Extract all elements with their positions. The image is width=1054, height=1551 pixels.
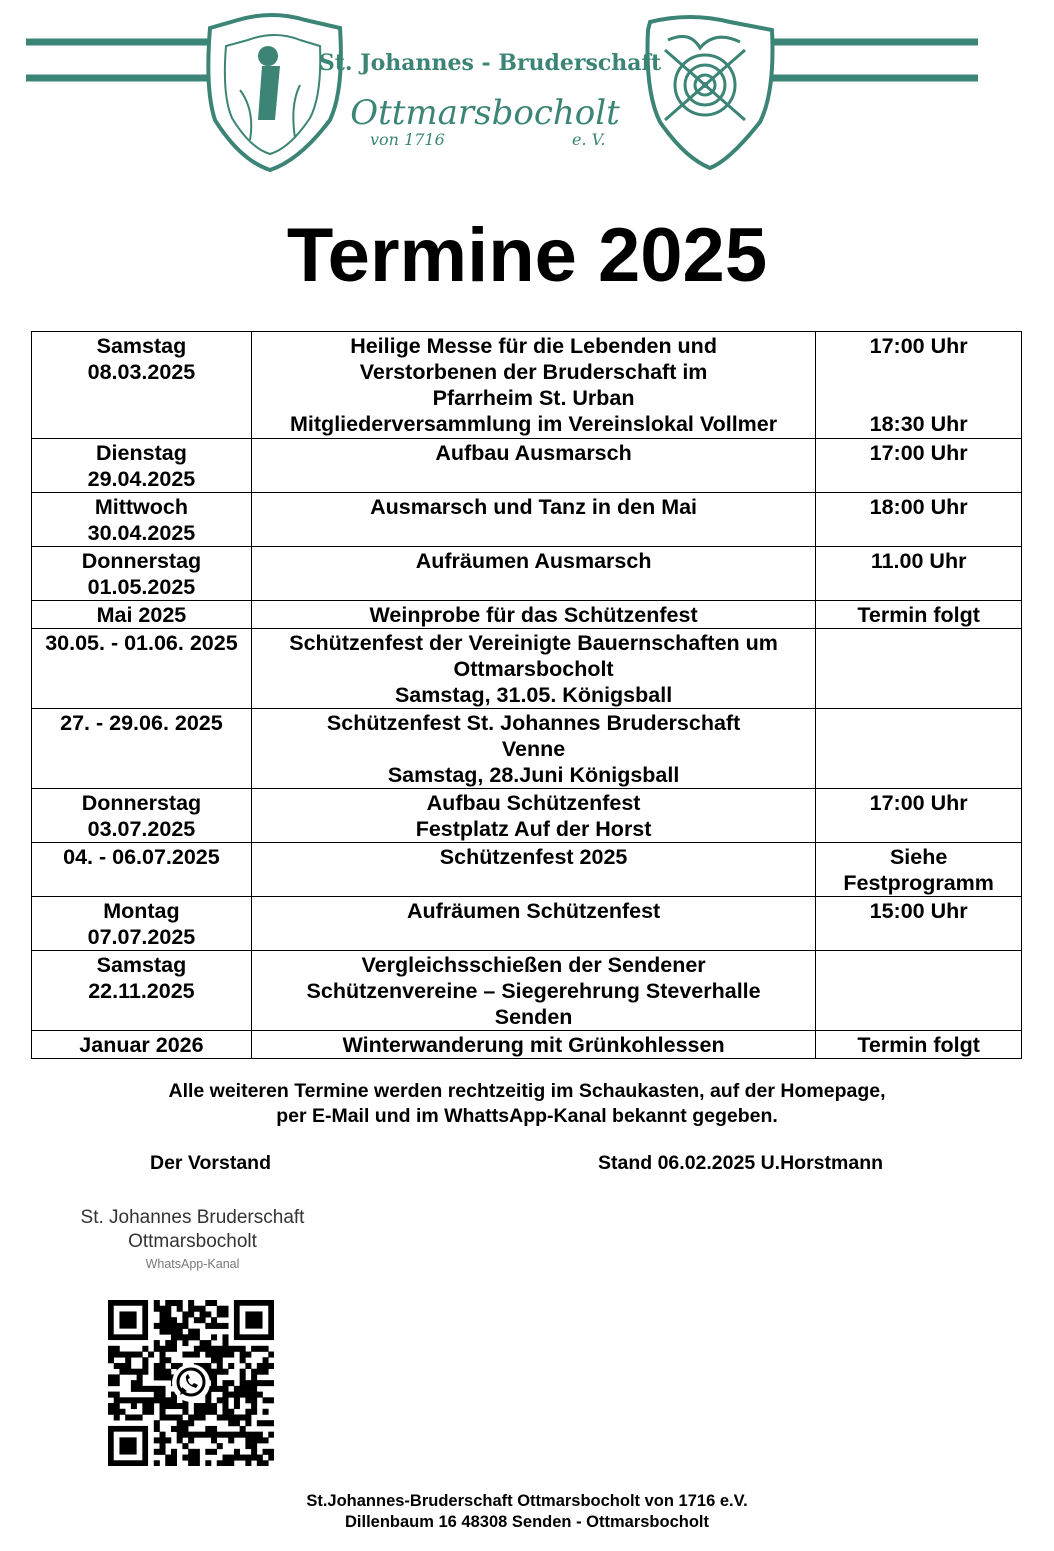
event-time (816, 951, 1022, 1031)
event-row (32, 629, 1022, 709)
event-event: Vergleichsschießen der Sendener Schützenvereine – Siegerehrung Steverhalle Senden (251, 951, 815, 1031)
event-date: 04. - 06.07.2025 (32, 843, 252, 897)
event-event: Aufräumen Schützenfest (251, 897, 815, 951)
event-row (32, 897, 1022, 951)
event-time: 17:00 Uhr (816, 439, 1022, 493)
event-time: 15:00 Uhr (816, 897, 1022, 951)
event-date: Dienstag 29.04.2025 (32, 439, 252, 493)
whatsapp-qr-code[interactable] (108, 1300, 274, 1466)
event-date: Montag 07.07.2025 (32, 897, 252, 951)
event-event: Aufräumen Ausmarsch (251, 547, 815, 601)
event-row (32, 1031, 1022, 1059)
event-date: Mittwoch 30.04.2025 (32, 493, 252, 547)
event-date: Samstag 22.11.2025 (32, 951, 252, 1031)
whatsapp-channel-card (60, 1206, 325, 1271)
event-time: 18:00 Uhr (816, 493, 1022, 547)
signature-board: Der Vorstand (150, 1152, 271, 1174)
event-row (32, 332, 1022, 439)
club-header-logo (0, 0, 1054, 180)
event-time (816, 629, 1022, 709)
event-event: Aufbau Ausmarsch (251, 439, 815, 493)
footnote-text (0, 1079, 1054, 1129)
whatsapp-channel-name: St. Johannes Bruderschaft Ottmarsbocholt (80, 1207, 305, 1252)
logo-org-name: St. Johannes - Bruderschaft (318, 50, 662, 76)
event-row (32, 789, 1022, 843)
page-title: Termine 2025 (286, 213, 768, 298)
event-row (32, 439, 1022, 493)
event-row (32, 951, 1022, 1031)
event-event: Winterwanderung mit Grünkohlessen (251, 1031, 815, 1059)
event-event: Schützenfest der Vereinigte Bauernschaften um Ottmarsbocholt Samstag, 31.05. Königsball (251, 629, 815, 709)
club-address: St.Johannes-Bruderschaft Ottmarsbocholt von 1716 e.V. Dillenbaum 16 48308 Senden - Ottmarsbocholt (306, 1492, 748, 1531)
event-time: 17:00 Uhr 18:30 Uhr (816, 332, 1022, 439)
event-row (32, 547, 1022, 601)
event-date: Samstag 08.03.2025 (32, 332, 252, 439)
event-date: 30.05. - 01.06. 2025 (32, 629, 252, 709)
event-row (32, 709, 1022, 789)
event-event: Weinprobe für das Schützenfest (251, 601, 815, 629)
event-row (32, 601, 1022, 629)
event-date: Januar 2026 (32, 1031, 252, 1059)
event-date: Donnerstag 01.05.2025 (32, 547, 252, 601)
event-event: Heilige Messe für die Lebenden und Verstorbenen der Bruderschaft im Pfarrheim St. Urban Mitgliederversammlung im Vereinslokal Vollmer (251, 332, 815, 439)
event-row (32, 843, 1022, 897)
footnote-content: Alle weiteren Termine werden rechtzeitig im Schaukasten, auf der Homepage, per E-Mail und im WhattsApp-Kanal bekannt gegeben. (168, 1080, 886, 1127)
logo-suffix: e. V. (572, 130, 606, 149)
event-time: 17:00 Uhr (816, 789, 1022, 843)
whatsapp-channel-label: WhatsApp-Kanal (145, 1257, 240, 1271)
event-time (816, 709, 1022, 789)
logo-place-name: Ottmarsbocholt (350, 93, 620, 133)
events-table (31, 331, 1022, 1059)
event-date: Mai 2025 (32, 601, 252, 629)
event-event: Aufbau Schützenfest Festplatz Auf der Horst (251, 789, 815, 843)
event-row (32, 493, 1022, 547)
event-time: Siehe Festprogramm (816, 843, 1022, 897)
event-time: Termin folgt (816, 601, 1022, 629)
event-time: 11.00 Uhr (816, 547, 1022, 601)
event-date: Donnerstag 03.07.2025 (32, 789, 252, 843)
signature-status-date: Stand 06.02.2025 U.Horstmann (598, 1152, 884, 1174)
logo-founded: von 1716 (370, 130, 445, 149)
event-event: Schützenfest 2025 (251, 843, 815, 897)
event-time: Termin folgt (816, 1031, 1022, 1059)
event-event: Schützenfest St. Johannes Bruderschaft Venne Samstag, 28.Juni Königsball (251, 709, 815, 789)
event-date: 27. - 29.06. 2025 (32, 709, 252, 789)
event-event: Ausmarsch und Tanz in den Mai (251, 493, 815, 547)
